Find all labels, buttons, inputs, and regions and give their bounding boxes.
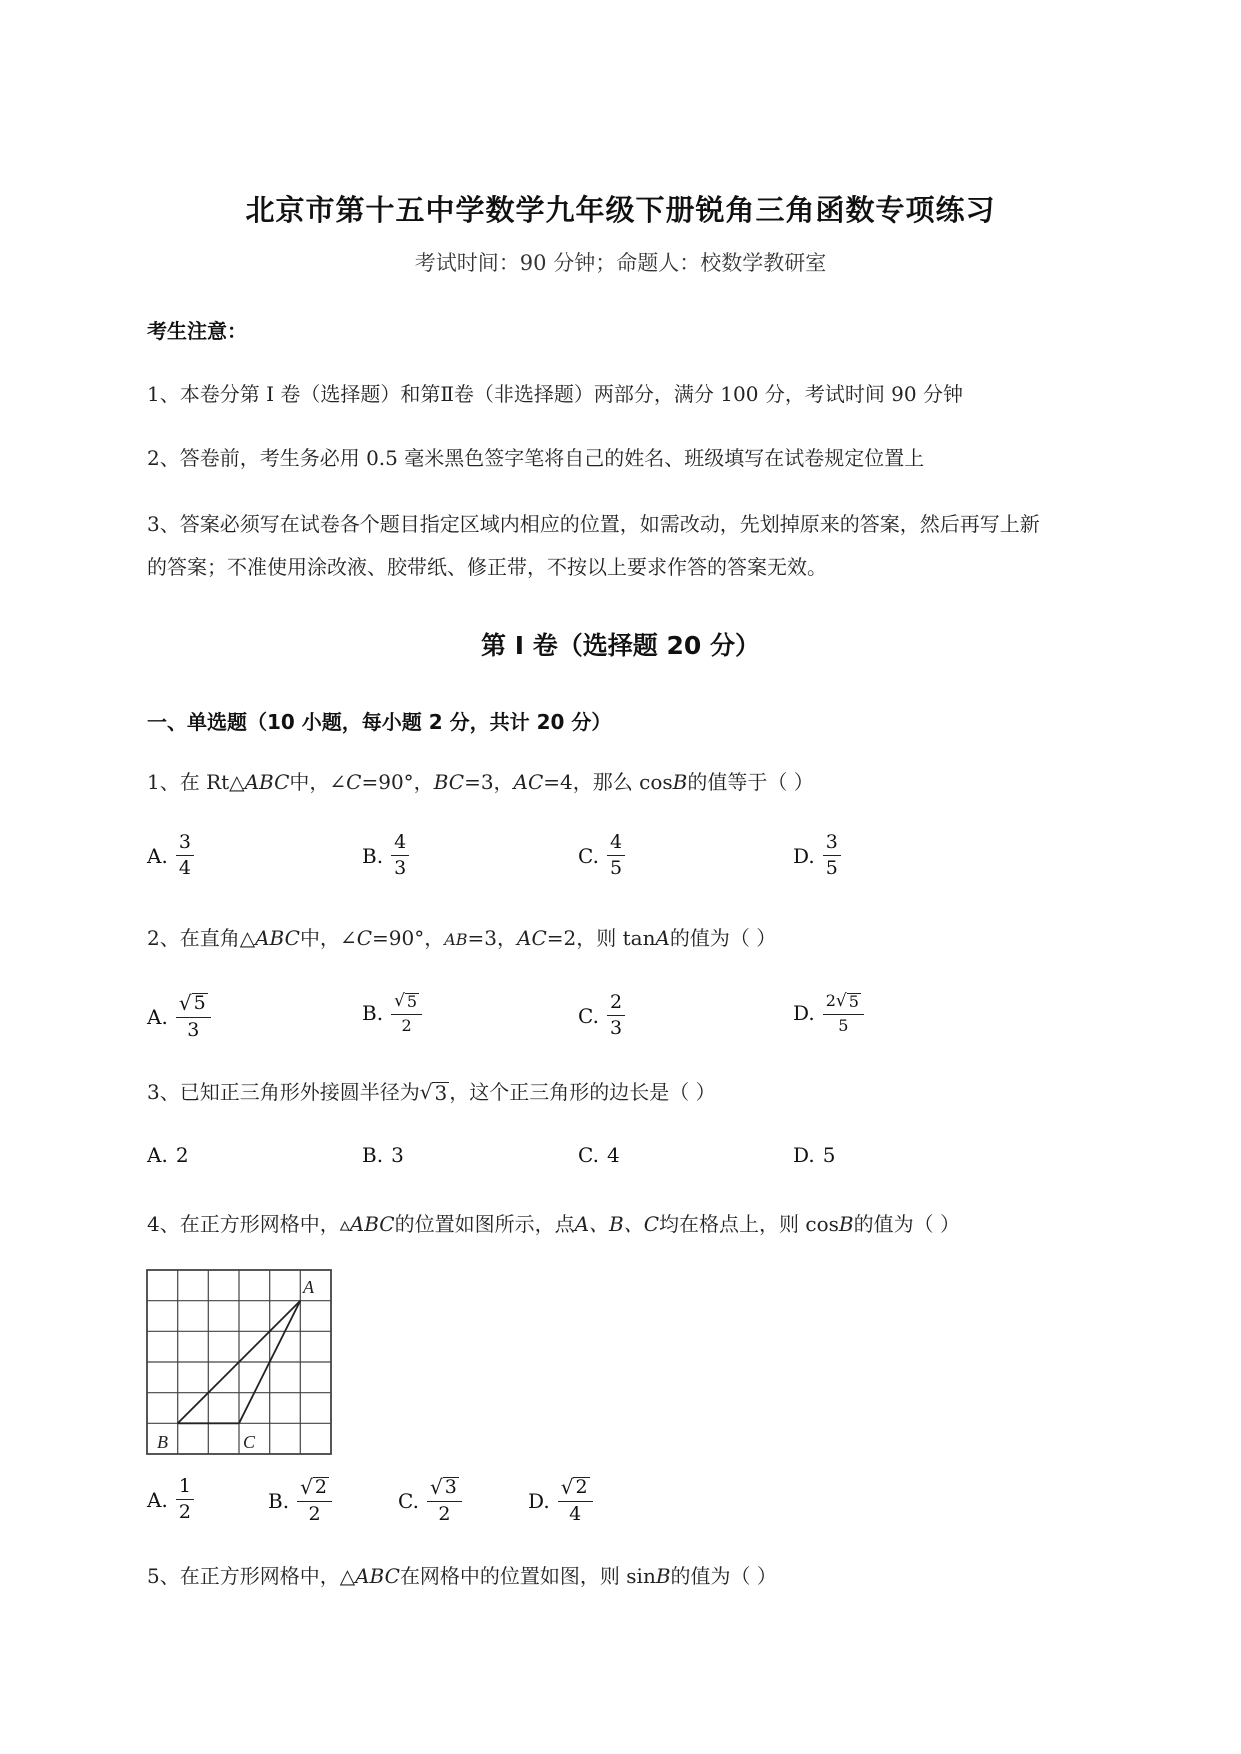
denominator: 2 (178, 1501, 191, 1523)
numerator: 3 (823, 833, 841, 856)
notice-item-2: 2、答卷前，考生务必用 0.5 毫米黑色签字笔将自己的姓名、班级填写在试卷规定位置上 (147, 446, 925, 470)
option-value: 2 (175, 1143, 189, 1167)
question-2-stem (147, 922, 776, 951)
option-letter: B. (362, 1143, 384, 1167)
q4-option-c[interactable] (398, 1477, 462, 1524)
stem-text: 的位置如图所示，点 (394, 1212, 575, 1236)
stem-text: 在网格中的位置如图，则 sin (399, 1564, 656, 1588)
notice-item-3-cont: 的答案；不准使用涂改液、胶带纸、修正带，不按以上要求作答的答案无效。 (147, 555, 827, 579)
fraction (176, 993, 211, 1040)
option-letter: D. (793, 1001, 815, 1026)
q4-option-a[interactable] (147, 1477, 194, 1522)
stem-text: 2、在直角△ (147, 926, 256, 950)
stem-text: =3， (467, 926, 518, 950)
option-letter: C. (578, 1003, 599, 1028)
radical-sign-icon: √ (419, 1080, 433, 1104)
fraction (391, 993, 422, 1034)
notice-item-3: 3、答案必须写在试卷各个题目指定区域内相应的位置，如需改动，先划掉原来的答案，然后再写上新 (147, 512, 1040, 536)
denominator: 5 (838, 1015, 849, 1035)
stem-var: A、B、C (574, 1212, 660, 1236)
numerator (176, 993, 211, 1018)
q4-option-b[interactable] (268, 1477, 332, 1524)
vertex-label-a: A (303, 1277, 314, 1297)
stem-var: B (838, 1212, 854, 1236)
stem-text: =90°， (372, 926, 445, 950)
denominator: 3 (609, 1017, 623, 1039)
stem-var: ABC (255, 926, 300, 950)
radicand: 5 (406, 992, 418, 1011)
document-title: 北京市第十五中学数学九年级下册锐角三角函数专项练习 (245, 193, 996, 227)
q4-grid-figure (145, 1268, 335, 1462)
q1-option-b[interactable] (362, 833, 409, 878)
numerator: 3 (176, 833, 194, 856)
radical-sign-icon: √ (835, 991, 847, 1011)
radicand: 5 (848, 992, 859, 1011)
notice-heading: 考生注意： (147, 319, 247, 343)
fraction (391, 833, 409, 878)
stem-var: A (655, 926, 670, 950)
q3-option-d[interactable] (793, 1143, 835, 1167)
radical (394, 993, 419, 1011)
stem-text: =3， (464, 770, 514, 794)
stem-text: =2，则 tan (546, 926, 656, 950)
radicand: 3 (434, 1081, 448, 1105)
radical-sign-icon: √ (394, 991, 405, 1011)
question-1-stem (147, 766, 814, 795)
stem-text: 3、已知正三角形外接圆半径为 (147, 1080, 420, 1104)
numerator (558, 1477, 593, 1502)
q1-option-a[interactable] (147, 833, 194, 878)
radicand: 3 (444, 1476, 457, 1498)
numerator (297, 1477, 332, 1502)
stem-var: BC (433, 770, 465, 794)
stem-text: 中，∠ (289, 770, 347, 794)
option-letter: D. (793, 843, 815, 868)
question-4-stem (147, 1208, 960, 1237)
option-letter: D. (528, 1488, 550, 1513)
fraction (607, 993, 625, 1038)
q3-option-b[interactable] (362, 1143, 404, 1167)
radical (179, 993, 208, 1014)
q1-option-c[interactable] (578, 833, 625, 878)
fraction (176, 1477, 194, 1522)
denominator: 5 (825, 857, 838, 879)
stem-var: B (655, 1564, 671, 1588)
fraction (558, 1477, 593, 1524)
numerator (391, 993, 422, 1015)
fraction (297, 1477, 332, 1524)
fraction (823, 833, 841, 878)
stem-var: AB (444, 930, 468, 949)
numerator: 1 (176, 1477, 194, 1500)
q3-option-c[interactable] (578, 1143, 620, 1167)
stem-text: 1、在 Rt△ (147, 770, 245, 794)
option-value: 4 (606, 1143, 620, 1167)
stem-var: ABC (349, 1212, 395, 1236)
fraction (427, 1477, 462, 1524)
numerator: 4 (607, 833, 625, 856)
stem-text: 的值为（ ） (853, 1212, 960, 1236)
numerator (427, 1477, 462, 1502)
denominator: 4 (178, 857, 191, 879)
coefficient: 2 (825, 991, 836, 1010)
radical-sign-icon: √ (429, 1475, 443, 1499)
stem-var: B (672, 770, 688, 794)
stem-text: 的值等于（ ） (687, 770, 814, 794)
radicand: 2 (314, 1476, 327, 1498)
section-title: 第 I 卷（选择题 20 分） (481, 631, 760, 660)
stem-var: C (346, 770, 362, 794)
stem-text: 5、在正方形网格中，△ (147, 1564, 356, 1588)
notice-item-1: 1、本卷分第 I 卷（选择题）和第Ⅱ卷（非选择题）两部分，满分 100 分，考试时间 90 分钟 (147, 382, 963, 406)
stem-text: 的值为（ ） (670, 1564, 777, 1588)
q1-option-d[interactable] (793, 833, 841, 878)
q2-option-d[interactable] (793, 993, 864, 1034)
option-letter: A. (147, 843, 168, 868)
denominator: 2 (438, 1503, 451, 1525)
vertex-label-b: B (157, 1432, 168, 1452)
stem-text: 中， (299, 926, 340, 950)
stem-var: AC (517, 926, 547, 950)
denominator: 2 (401, 1015, 412, 1035)
q2-option-a[interactable] (147, 993, 211, 1040)
fraction (607, 833, 625, 878)
option-letter: C. (578, 1143, 599, 1167)
question-3-stem (147, 1076, 716, 1105)
radical (300, 1477, 329, 1498)
radical-sign-icon: √ (560, 1475, 574, 1499)
stem-var: ABC (355, 1564, 400, 1588)
radical-sign-icon: √ (178, 991, 192, 1015)
stem-text: 4、在正方形网格中，▵ (147, 1212, 350, 1236)
stem-text: 的值为（ ） (669, 926, 777, 950)
stem-text: 均在格点上，则 cos (659, 1212, 839, 1236)
denominator: 4 (569, 1503, 582, 1525)
denominator: 3 (187, 1019, 200, 1041)
option-letter: C. (398, 1488, 419, 1513)
stem-text: ，这个正三角形的边长是（ ） (449, 1080, 716, 1104)
option-value: 3 (391, 1143, 404, 1167)
option-value: 5 (822, 1143, 836, 1167)
question-5-stem (147, 1560, 777, 1589)
radicand: 5 (193, 992, 206, 1014)
option-letter: A. (147, 1004, 168, 1029)
denominator: 3 (394, 857, 407, 879)
stem-text: =4，那么 cos (543, 770, 673, 794)
fraction (176, 833, 194, 878)
option-letter: D. (793, 1143, 815, 1167)
radical (430, 1477, 459, 1498)
option-letter: C. (578, 843, 599, 868)
stem-var: ∠C (339, 926, 372, 950)
denominator: 2 (308, 1503, 321, 1525)
stem-text: =90°， (361, 770, 434, 794)
part-heading: 一、单选题（10 小题，每小题 2 分，共计 20 分） (147, 710, 612, 734)
radical-sign-icon: √ (300, 1475, 313, 1499)
numerator (823, 993, 864, 1015)
q2-option-b[interactable] (362, 993, 422, 1034)
radicand: 2 (575, 1476, 588, 1498)
option-letter: B. (362, 843, 384, 868)
radical (836, 993, 861, 1011)
q3-option-a[interactable] (147, 1143, 189, 1167)
fraction (823, 993, 864, 1034)
q4-option-d[interactable] (528, 1477, 593, 1524)
numerator: 2 (607, 993, 625, 1016)
document-subtitle: 考试时间：90 分钟；命题人：校数学教研室 (414, 251, 827, 275)
option-letter: B. (362, 1001, 384, 1026)
numerator: 4 (391, 833, 409, 856)
denominator: 5 (609, 857, 623, 879)
stem-var: AC (513, 770, 544, 794)
radical (561, 1477, 590, 1498)
option-letter: A. (147, 1143, 168, 1167)
stem-var: ABC (244, 770, 290, 794)
radical (420, 1082, 449, 1104)
option-letter: A. (147, 1487, 168, 1512)
vertex-label-c: C (243, 1432, 256, 1452)
q2-option-c[interactable] (578, 993, 625, 1038)
option-letter: B. (268, 1488, 290, 1513)
